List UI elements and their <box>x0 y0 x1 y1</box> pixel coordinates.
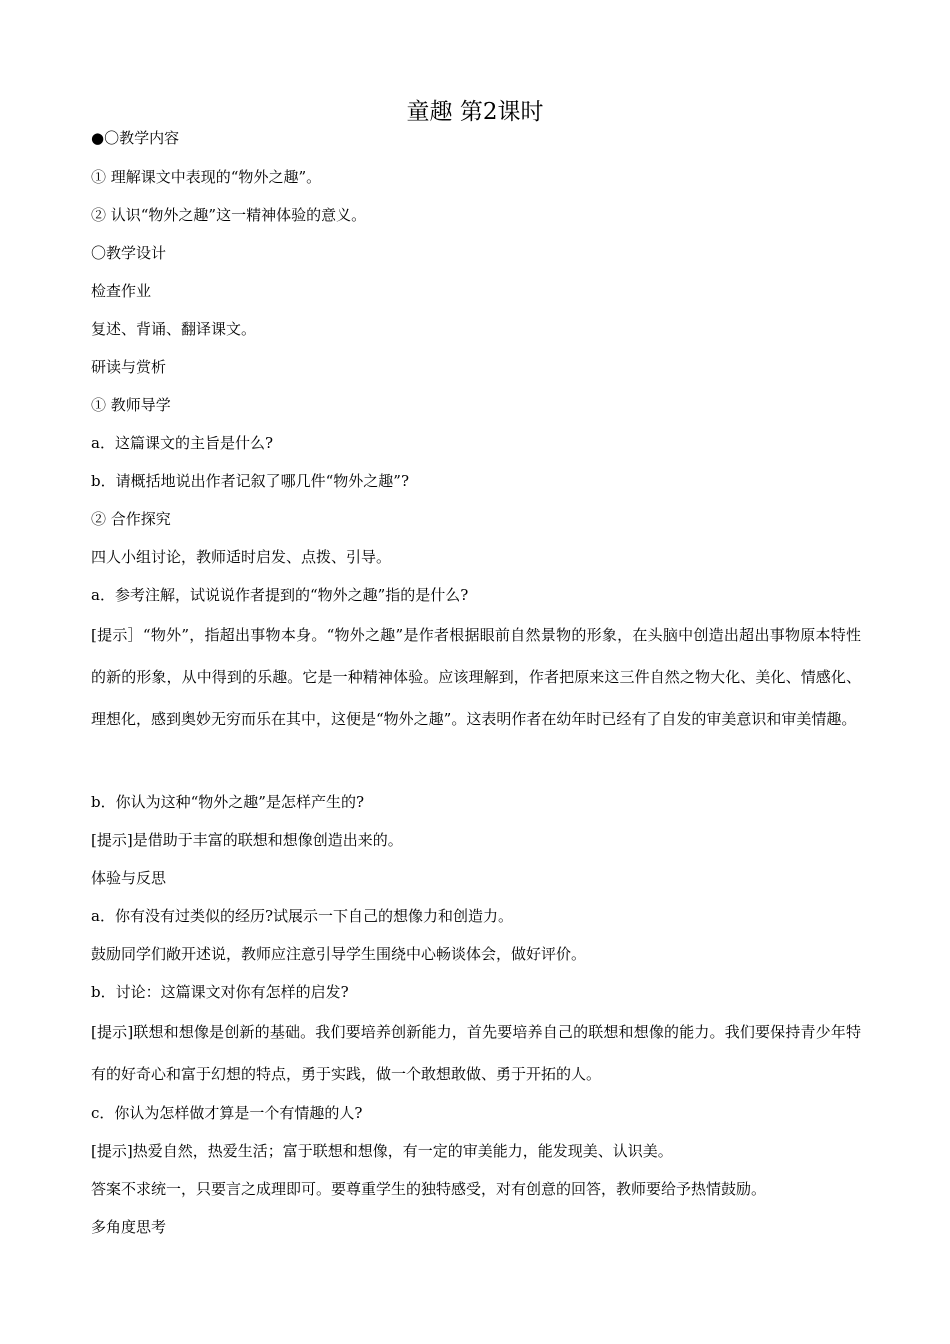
text-line: [提示]热爱自然，热爱生活；富于联想和想像，有一定的审美能力，能发现美、认识美。 <box>91 1142 673 1160</box>
text-line: ② 合作探究 <box>91 510 171 528</box>
text-line: ●〇教学内容 <box>91 129 180 147</box>
text-line: a．参考注解，试说说作者提到的“物外之趣”指的是什么? <box>91 586 469 604</box>
text-line: 四人小组讨论，教师适时启发、点拨、引导。 <box>91 548 392 566</box>
text-line: 复述、背诵、翻译课文。 <box>91 320 257 338</box>
text-line: 多角度思考 <box>91 1218 167 1236</box>
text-line: ② 认识“物外之趣”这一精神体验的意义。 <box>91 206 367 224</box>
text-line: 鼓励同学们敞开述说，教师应注意引导学生围绕中心畅谈体会，做好评价。 <box>91 945 587 963</box>
text-line: 答案不求统一，只要言之成理即可。要尊重学生的独特感受，对有创意的回答，教师要给予热情鼓励。 <box>91 1180 767 1198</box>
text-line: c．你认为怎样做才算是一个有情趣的人? <box>91 1104 363 1122</box>
hint-paragraph: [提示]联想和想像是创新的基础。我们要培养创新能力，首先要培养自己的联想和想像的能力。我们要保持青少年特有的好奇心和富于幻想的特点，勇于实践，做一个敢想敢做、勇于开拓的人。 <box>91 1023 861 1083</box>
document-title: 童趣 第2课时 <box>406 99 544 125</box>
text-line: [提示]是借助于丰富的联想和想像创造出来的。 <box>91 831 403 849</box>
hint-paragraph: [提示］“物外”，指超出事物本身。“物外之趣”是作者根据眼前自然景物的形象，在头脑中创造出超出事物原本特性的新的形象，从中得到的乐趣。它是一种精神体验。应该理解到，作者把原来这三件自然之物大化、美化、情感化、理想化，感到奥妙无穷而乐在其中，这便是“物外之趣”。这表明作者在幼年时已经有了自发的审美意识和审美情趣。 <box>91 626 861 728</box>
text-line: b．请概括地说出作者记叙了哪几件“物外之趣”? <box>91 472 409 490</box>
text-line: 检查作业 <box>91 282 152 300</box>
text-line: ① 理解课文中表现的“物外之趣”。 <box>91 168 322 186</box>
text-line: ① 教师导学 <box>91 396 171 414</box>
text-line: 研读与赏析 <box>91 358 167 376</box>
text-line: 〇教学设计 <box>91 244 167 262</box>
text-line: b．讨论：这篇课文对你有怎样的启发? <box>91 983 349 1001</box>
text-line: a．你有没有过类似的经历?试展示一下自己的想像力和创造力。 <box>91 907 513 925</box>
text-line: b．你认为这种“物外之趣”是怎样产生的? <box>91 793 364 811</box>
text-line: a．这篇课文的主旨是什么? <box>91 434 273 452</box>
text-line: 体验与反思 <box>91 869 167 887</box>
